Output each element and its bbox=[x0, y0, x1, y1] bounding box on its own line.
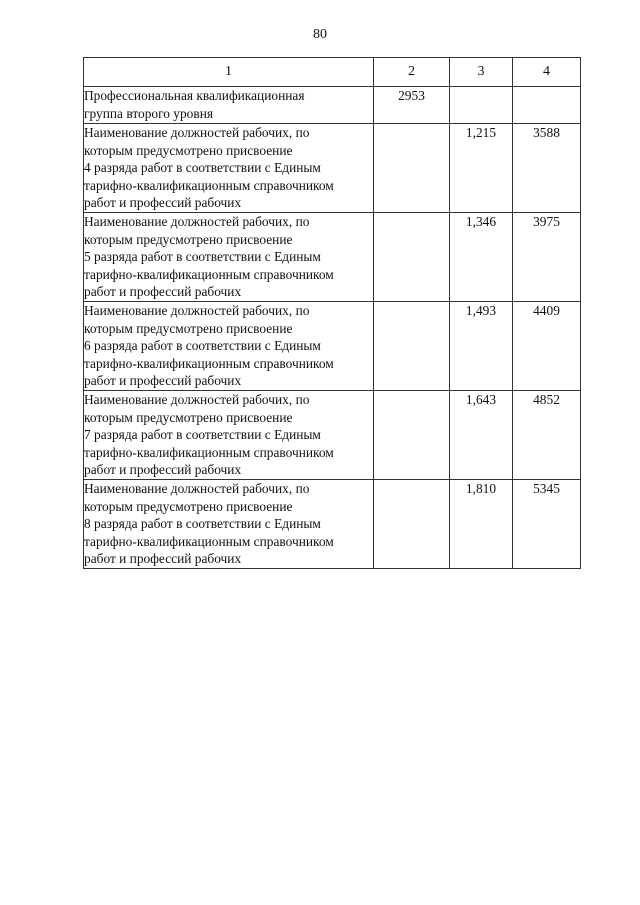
position-name-cell bbox=[84, 213, 374, 302]
position-name-line: которым предусмотрено присвоение bbox=[84, 409, 293, 425]
group-name-line: Профессиональная квалификационная bbox=[84, 88, 305, 103]
position-name-line: работ и профессий рабочих bbox=[84, 284, 242, 299]
position-name-line: работ и профессий рабочих bbox=[84, 462, 242, 477]
position-name-line: Наименование должностей рабочих, по bbox=[84, 125, 310, 140]
table-row bbox=[84, 480, 581, 569]
position-name-line: тарифно-квалификационным справочником bbox=[84, 266, 334, 282]
group-base-salary-cell: 2953 bbox=[374, 87, 450, 124]
page-number: 80 bbox=[313, 27, 327, 42]
qualification-group-row bbox=[84, 87, 581, 124]
position-name-line: работ и профессий рабочих bbox=[84, 373, 242, 388]
group-name-line: группа второго уровня bbox=[84, 105, 214, 121]
salary-cell: 4409 bbox=[513, 302, 581, 391]
position-name-line: 5 разряда работ в соответствии с Единым bbox=[84, 249, 321, 264]
position-name-cell bbox=[84, 302, 374, 391]
position-name-line: работ и профессий рабочих bbox=[84, 195, 242, 210]
salary-cell: 3975 bbox=[513, 213, 581, 302]
position-name-line: которым предусмотрено присвоение bbox=[84, 320, 293, 336]
position-name-line: 7 разряда работ в соответствии с Единым bbox=[84, 427, 321, 442]
position-name-line: тарифно-квалификационным справочником bbox=[84, 355, 334, 371]
position-name-line: работ и профессий рабочих bbox=[84, 551, 242, 566]
coefficient-cell: 1,643 bbox=[450, 391, 513, 480]
base-salary-cell bbox=[374, 213, 450, 302]
position-name-line: тарифно-квалификационным справочником bbox=[84, 177, 334, 193]
position-name-line: Наименование должностей рабочих, по bbox=[84, 481, 310, 496]
base-salary-cell bbox=[374, 302, 450, 391]
column-header-3: 3 bbox=[450, 58, 513, 87]
table-row bbox=[84, 302, 581, 391]
table-header-row bbox=[84, 58, 581, 87]
group-name-cell bbox=[84, 87, 374, 124]
coefficient-cell: 1,493 bbox=[450, 302, 513, 391]
group-salary-cell bbox=[513, 87, 581, 124]
position-name-line: Наименование должностей рабочих, по bbox=[84, 303, 310, 318]
position-name-line: тарифно-квалификационным справочником bbox=[84, 444, 334, 460]
position-name-cell bbox=[84, 391, 374, 480]
position-name-line: 4 разряда работ в соответствии с Единым bbox=[84, 160, 321, 175]
position-name-line: Наименование должностей рабочих, по bbox=[84, 392, 310, 407]
salary-cell: 5345 bbox=[513, 480, 581, 569]
group-coefficient-cell bbox=[450, 87, 513, 124]
position-name-line: тарифно-квалификационным справочником bbox=[84, 533, 334, 549]
position-name-line: которым предусмотрено присвоение bbox=[84, 498, 293, 514]
table-row bbox=[84, 124, 581, 213]
position-name-line: Наименование должностей рабочих, по bbox=[84, 214, 310, 229]
base-salary-cell bbox=[374, 480, 450, 569]
column-header-1: 1 bbox=[84, 58, 374, 87]
coefficient-cell: 1,346 bbox=[450, 213, 513, 302]
column-header-4: 4 bbox=[513, 58, 581, 87]
salary-cell: 3588 bbox=[513, 124, 581, 213]
table-row bbox=[84, 213, 581, 302]
position-name-line: которым предусмотрено присвоение bbox=[84, 231, 293, 247]
position-name-line: 6 разряда работ в соответствии с Единым bbox=[84, 338, 321, 353]
position-name-line: которым предусмотрено присвоение bbox=[84, 142, 293, 158]
base-salary-cell bbox=[374, 391, 450, 480]
position-name-cell bbox=[84, 480, 374, 569]
salary-cell: 4852 bbox=[513, 391, 581, 480]
coefficient-cell: 1,215 bbox=[450, 124, 513, 213]
position-name-line: 8 разряда работ в соответствии с Единым bbox=[84, 516, 321, 531]
salary-table bbox=[83, 57, 581, 569]
base-salary-cell bbox=[374, 124, 450, 213]
position-name-cell bbox=[84, 124, 374, 213]
column-header-2: 2 bbox=[374, 58, 450, 87]
coefficient-cell: 1,810 bbox=[450, 480, 513, 569]
table-row bbox=[84, 391, 581, 480]
